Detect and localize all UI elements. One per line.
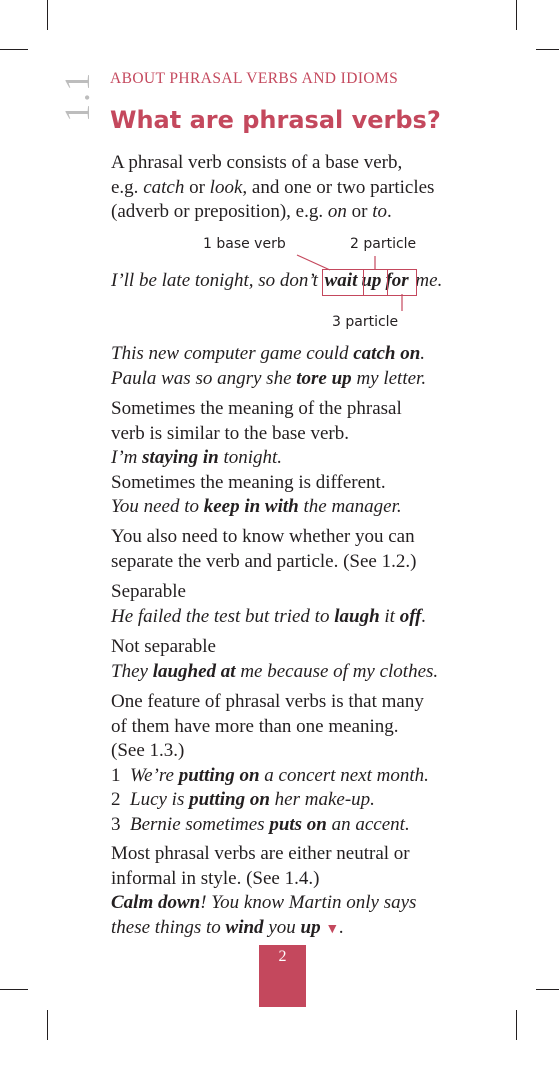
list-item: 1 We’re putting on a concert next month. xyxy=(111,764,429,786)
intro-line: (adverb or preposition), e.g. on or to. xyxy=(111,201,392,222)
crop-mark xyxy=(516,0,517,30)
word-up: up xyxy=(361,270,382,291)
diagram-sentence: I’ll be late tonight, so don’t wait up for me. xyxy=(111,269,551,294)
crop-mark xyxy=(0,989,28,990)
meaning-block: Sometimes the meaning of the phrasal verb is similar to the base verb. I’m staying in tonight. Sometimes the meaning is different. You need to keep in with the manager. xyxy=(111,398,402,517)
crop-mark xyxy=(0,49,28,50)
section-number: 1.1 xyxy=(57,71,97,122)
crop-mark xyxy=(536,989,559,990)
intro-paragraph xyxy=(111,151,551,225)
not-separable-block: Not separable They laughed at me because of my clothes. xyxy=(111,636,439,682)
crop-mark xyxy=(47,0,48,30)
crop-mark xyxy=(536,49,559,50)
base-verb-box xyxy=(322,269,364,296)
particle-label-2: 2 particle xyxy=(350,236,417,252)
particle-box-2 xyxy=(363,269,388,296)
crop-mark xyxy=(47,1010,48,1040)
particle-box-3 xyxy=(387,269,417,296)
style-block: Most phrasal verbs are either neutral or informal in style. (See 1.4.) Calm down! You know Martin only says these things to wind you up ▼. xyxy=(111,843,417,938)
section-title: ABOUT PHRASAL VERBS AND IDIOMS xyxy=(110,70,399,87)
list-item: 2 Lucy is putting on her make-up. xyxy=(111,789,375,810)
intro-line: e.g. catch or look, and one or two particles xyxy=(111,176,435,198)
cross-reference-triangle-icon: ▼ xyxy=(325,921,340,937)
page-heading: What are phrasal verbs? xyxy=(110,106,441,134)
base-verb-label: 1 base verb xyxy=(203,236,286,252)
crop-mark xyxy=(516,1010,517,1040)
page-number: 2 xyxy=(259,945,306,1007)
intro-line: A phrasal verb consists of a base verb, xyxy=(111,152,403,173)
list-item: 3 Bernie sometimes puts on an accent. xyxy=(111,813,410,835)
separate-block: You also need to know whether you can separate the verb and particle. (See 1.2.) xyxy=(111,526,417,572)
word-wait: wait xyxy=(324,270,358,291)
separable-block: Separable He failed the test but tried to laugh it off. xyxy=(111,581,427,627)
word-for: for xyxy=(385,270,409,291)
examples-block: This new computer game could catch on. Paula was so angry she tore up my letter. xyxy=(111,343,427,389)
particle-label-3: 3 particle xyxy=(332,314,399,330)
meanings-block: One feature of phrasal verbs is that many of them have more than one meaning. (See 1.3.) 1 We’re putting on a concert next month. 2 Lucy is putting on her make-up. 3 Bernie sometimes puts on an accent. xyxy=(111,690,551,837)
